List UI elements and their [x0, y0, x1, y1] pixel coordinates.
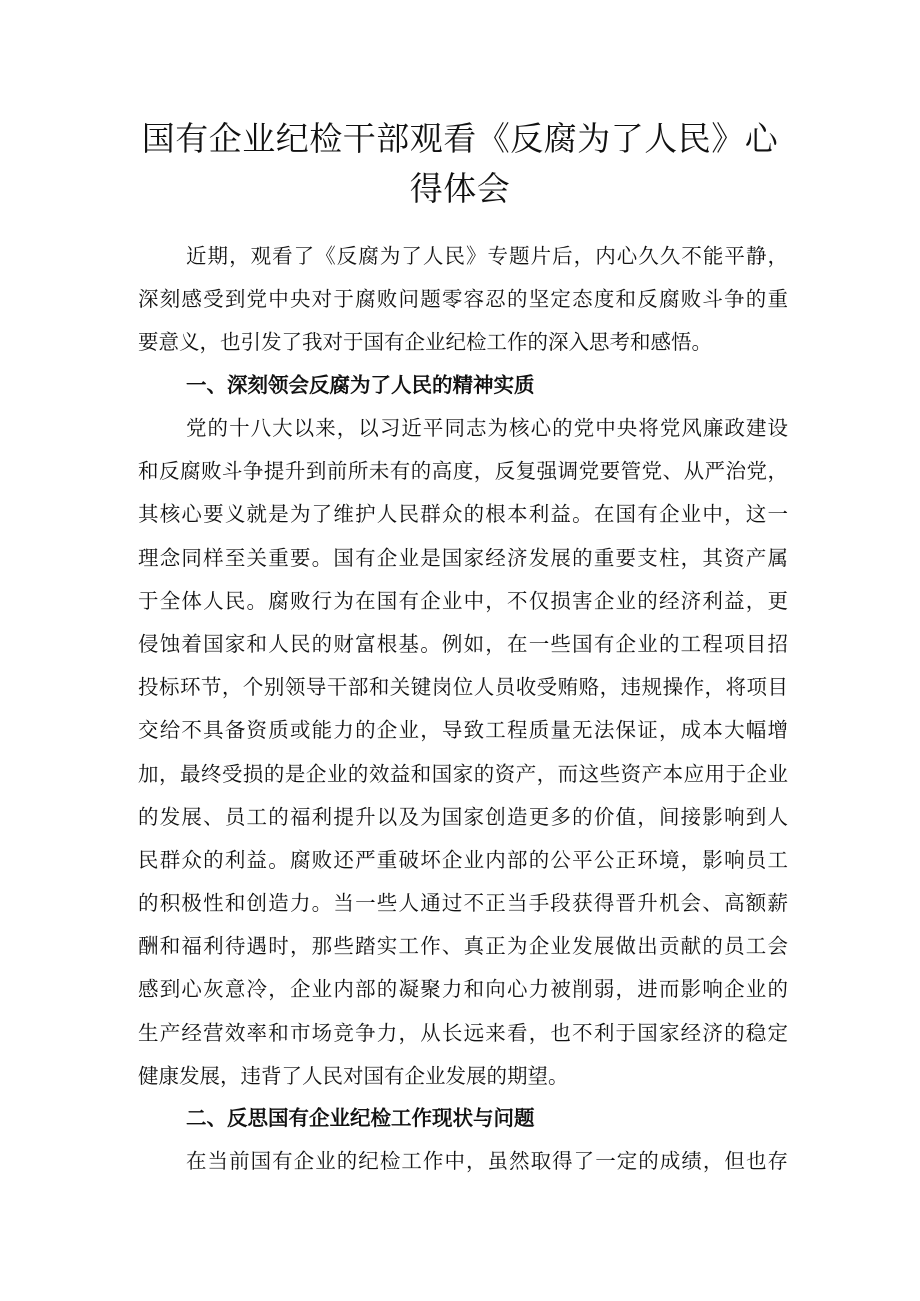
- text-line: 其核心要义就是为了维护人民群众的根本利益。在国有企业中，这一: [138, 502, 788, 527]
- section-1-paragraph: [138, 407, 788, 1098]
- text-line: 健康发展，违背了人民对国有企业发展的期望。: [138, 1063, 569, 1088]
- text-line: 加，最终受损的是企业的效益和国家的资产，而这些资产本应用于企业: [138, 761, 788, 786]
- document-title-line-2: 得体会: [409, 169, 511, 208]
- text-line: 党的十八大以来，以习近平同志为核心的党中央将党风廉政建设: [186, 416, 788, 440]
- section-2-paragraph: [138, 1140, 788, 1183]
- text-line: 生产经营效率和市场竞争力，从长远来看，也不利于国家经济的稳定: [138, 1020, 788, 1045]
- text-line: 侵蚀着国家和人民的财富根基。例如，在一些国有企业的工程项目招: [138, 631, 788, 656]
- text-line: 理念同样至关重要。国有企业是国家经济发展的重要支柱，其资产属: [138, 545, 788, 570]
- text-line: 感到心灰意冷，企业内部的凝聚力和向心力被削弱，进而影响企业的: [138, 977, 788, 1002]
- text-line: 和反腐败斗争提升到前所未有的高度，反复强调党要管党、从严治党，: [138, 459, 788, 484]
- text-line: 深刻感受到党中央对于腐败问题零容忍的坚定态度和反腐败斗争的重: [138, 287, 788, 312]
- text-line: 在当前国有企业的纪检工作中，虽然取得了一定的成绩，但也存: [186, 1149, 788, 1173]
- text-line: 投标环节，个别领导干部和关键岗位人员收受贿赂，违规操作，将项目: [138, 675, 788, 700]
- section-1-heading: 一、深刻领会反腐为了人民的精神实质: [186, 373, 535, 397]
- text-line: 民群众的利益。腐败还严重破坏企业内部的公平公正环境，影响员工: [138, 847, 788, 872]
- text-line: 的积极性和创造力。当一些人通过不正当手段获得晋升机会、高额薪: [138, 891, 788, 916]
- text-line: 要意义，也引发了我对于国有企业纪检工作的深入思考和感悟。: [138, 330, 712, 355]
- text-line: 的发展、员工的福利提升以及为国家创造更多的价值，间接影响到人: [138, 804, 788, 829]
- text-line: 于全体人民。腐败行为在国有企业中，不仅损害企业的经济利益，更: [138, 588, 788, 613]
- intro-paragraph: [138, 235, 788, 365]
- document-title-line-1: 国有企业纪检干部观看《反腐为了人民》心: [141, 119, 779, 158]
- text-line: 近期，观看了《反腐为了人民》专题片后，内心久久不能平静，: [186, 244, 788, 268]
- section-2-heading: 二、反思国有企业纪检工作现状与问题: [186, 1106, 535, 1130]
- text-line: 交给不具备资质或能力的企业，导致工程质量无法保证，成本大幅增: [138, 718, 788, 743]
- text-line: 酬和福利待遇时，那些踏实工作、真正为企业发展做出贡献的员工会: [138, 934, 788, 959]
